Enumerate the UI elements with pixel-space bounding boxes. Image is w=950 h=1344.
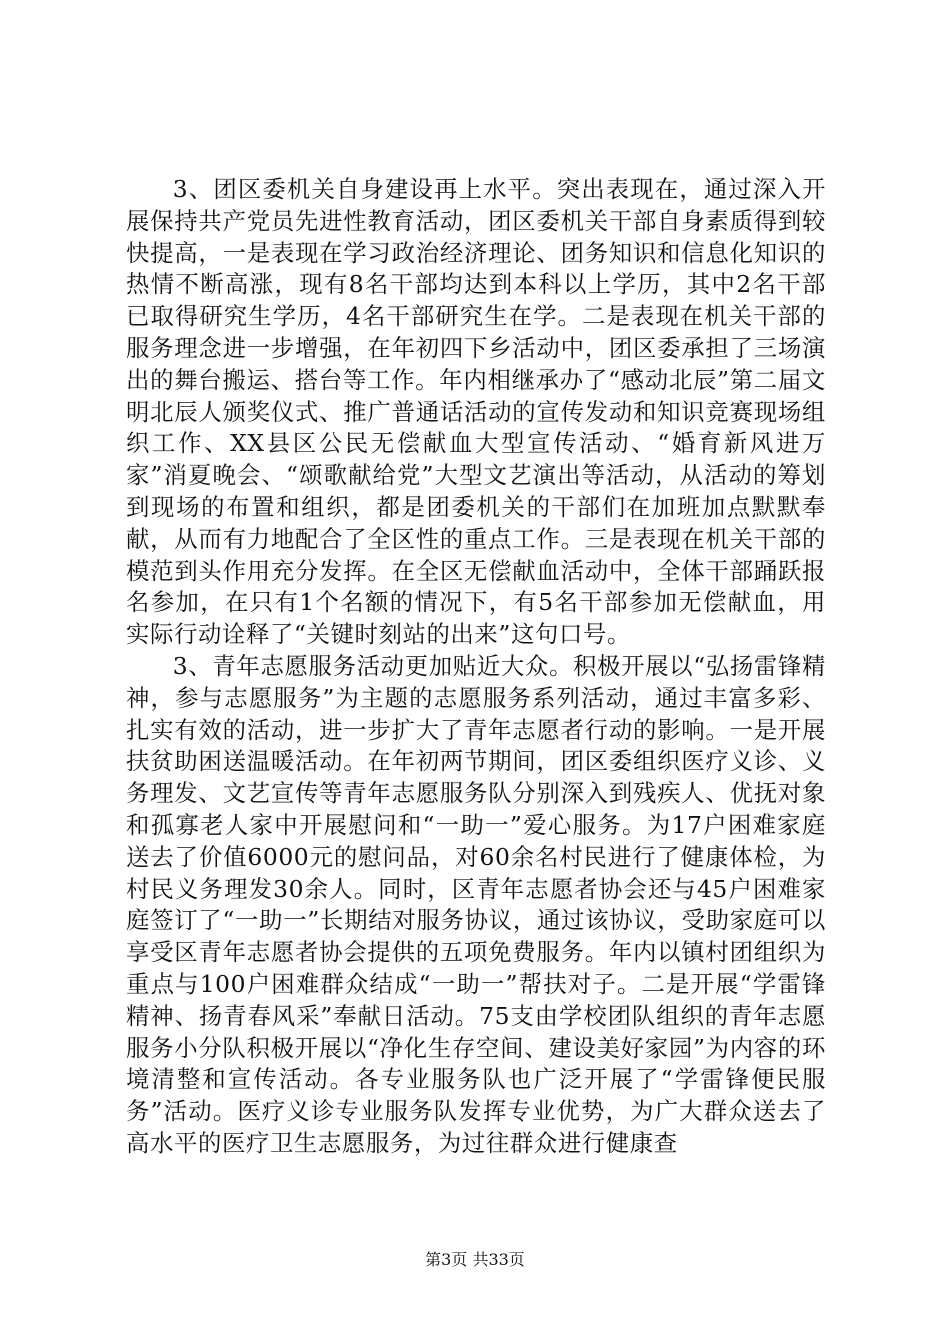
paragraph-youth-league-office-building: 3、团区委机关自身建设再上水平。突出表现在，通过深入开展保持共产党员先进性教育活动，团区委机关干部自身素质得到较快提高，一是表现在学习政治经济理论、团务知识和信息化知识的热情不断高涨，现有8名干部均达到本科以上学历，其中2名干部已取得研究生学历，4名干部研究生在学。二是表现在机关干部的服务理念进一步增强，在年初四下乡活动中，团区委承担了三场演出的舞台搬运、搭台等工作。年内相继承办了“感动北辰”第二届文明北辰人颁奖仪式、推广普通话活动的宣传发动和知识竞赛现场组织工作、XX县区公民无偿献血大型宣传活动、“婚育新风进万家”消夏晚会、“颂歌献给党”大型文艺演出等活动，从活动的筹划到现场的布置和组织，都是团委机关的干部们在加班加点默默奉献，从而有力地配合了全区性的重点工作。三是表现在机关干部的模范到头作用充分发挥。在全区无偿献血活动中，全体干部踊跃报名参加，在只有1个名额的情况下，有5名干部参加无偿献血，用实际行动诠释了“关键时刻站的出来”这句口号。 bbox=[126, 175, 826, 649]
paragraph-youth-volunteer-service: 3、青年志愿服务活动更加贴近大众。积极开展以“弘扬雷锋精神，参与志愿服务”为主题的志愿服务系列活动，通过丰富多彩、扎实有效的活动，进一步扩大了青年志愿者行动的影响。一是开展扶贫助困送温暖活动。在年初两节期间，团区委组织医疗义诊、义务理发、文艺宣传等青年志愿服务队分别深入到残疾人、优抚对象和孤寡老人家中开展慰问和“一助一”爱心服务。为17户困难家庭送去了价值6000元的慰问品，对60余名村民进行了健康体检，为村民义务理发30余人。同时，区青年志愿者协会还与45户困难家庭签订了“一助一”长期结对服务协议，通过该协议，受助家庭可以享受区青年志愿者协会提供的五项免费服务。年内以镇村团组织为重点与100户困难群众结成“一助一”帮扶对子。二是开展“学雷锋精神、扬青春风采”奉献日活动。75支由学校团队组织的青年志愿服务小分队积极开展以“净化生存空间、建设美好家园”为内容的环境清整和宣传活动。各专业服务队也广泛开展了“学雷锋便民服务”活动。医疗义诊专业服务队发挥专业优势，为广大群众送去了高水平的医疗卫生志愿服务，为过往群众进行健康查 bbox=[126, 651, 826, 1157]
page-footer: 第3页 共33页 bbox=[425, 1250, 525, 1269]
document-body bbox=[126, 174, 826, 1160]
